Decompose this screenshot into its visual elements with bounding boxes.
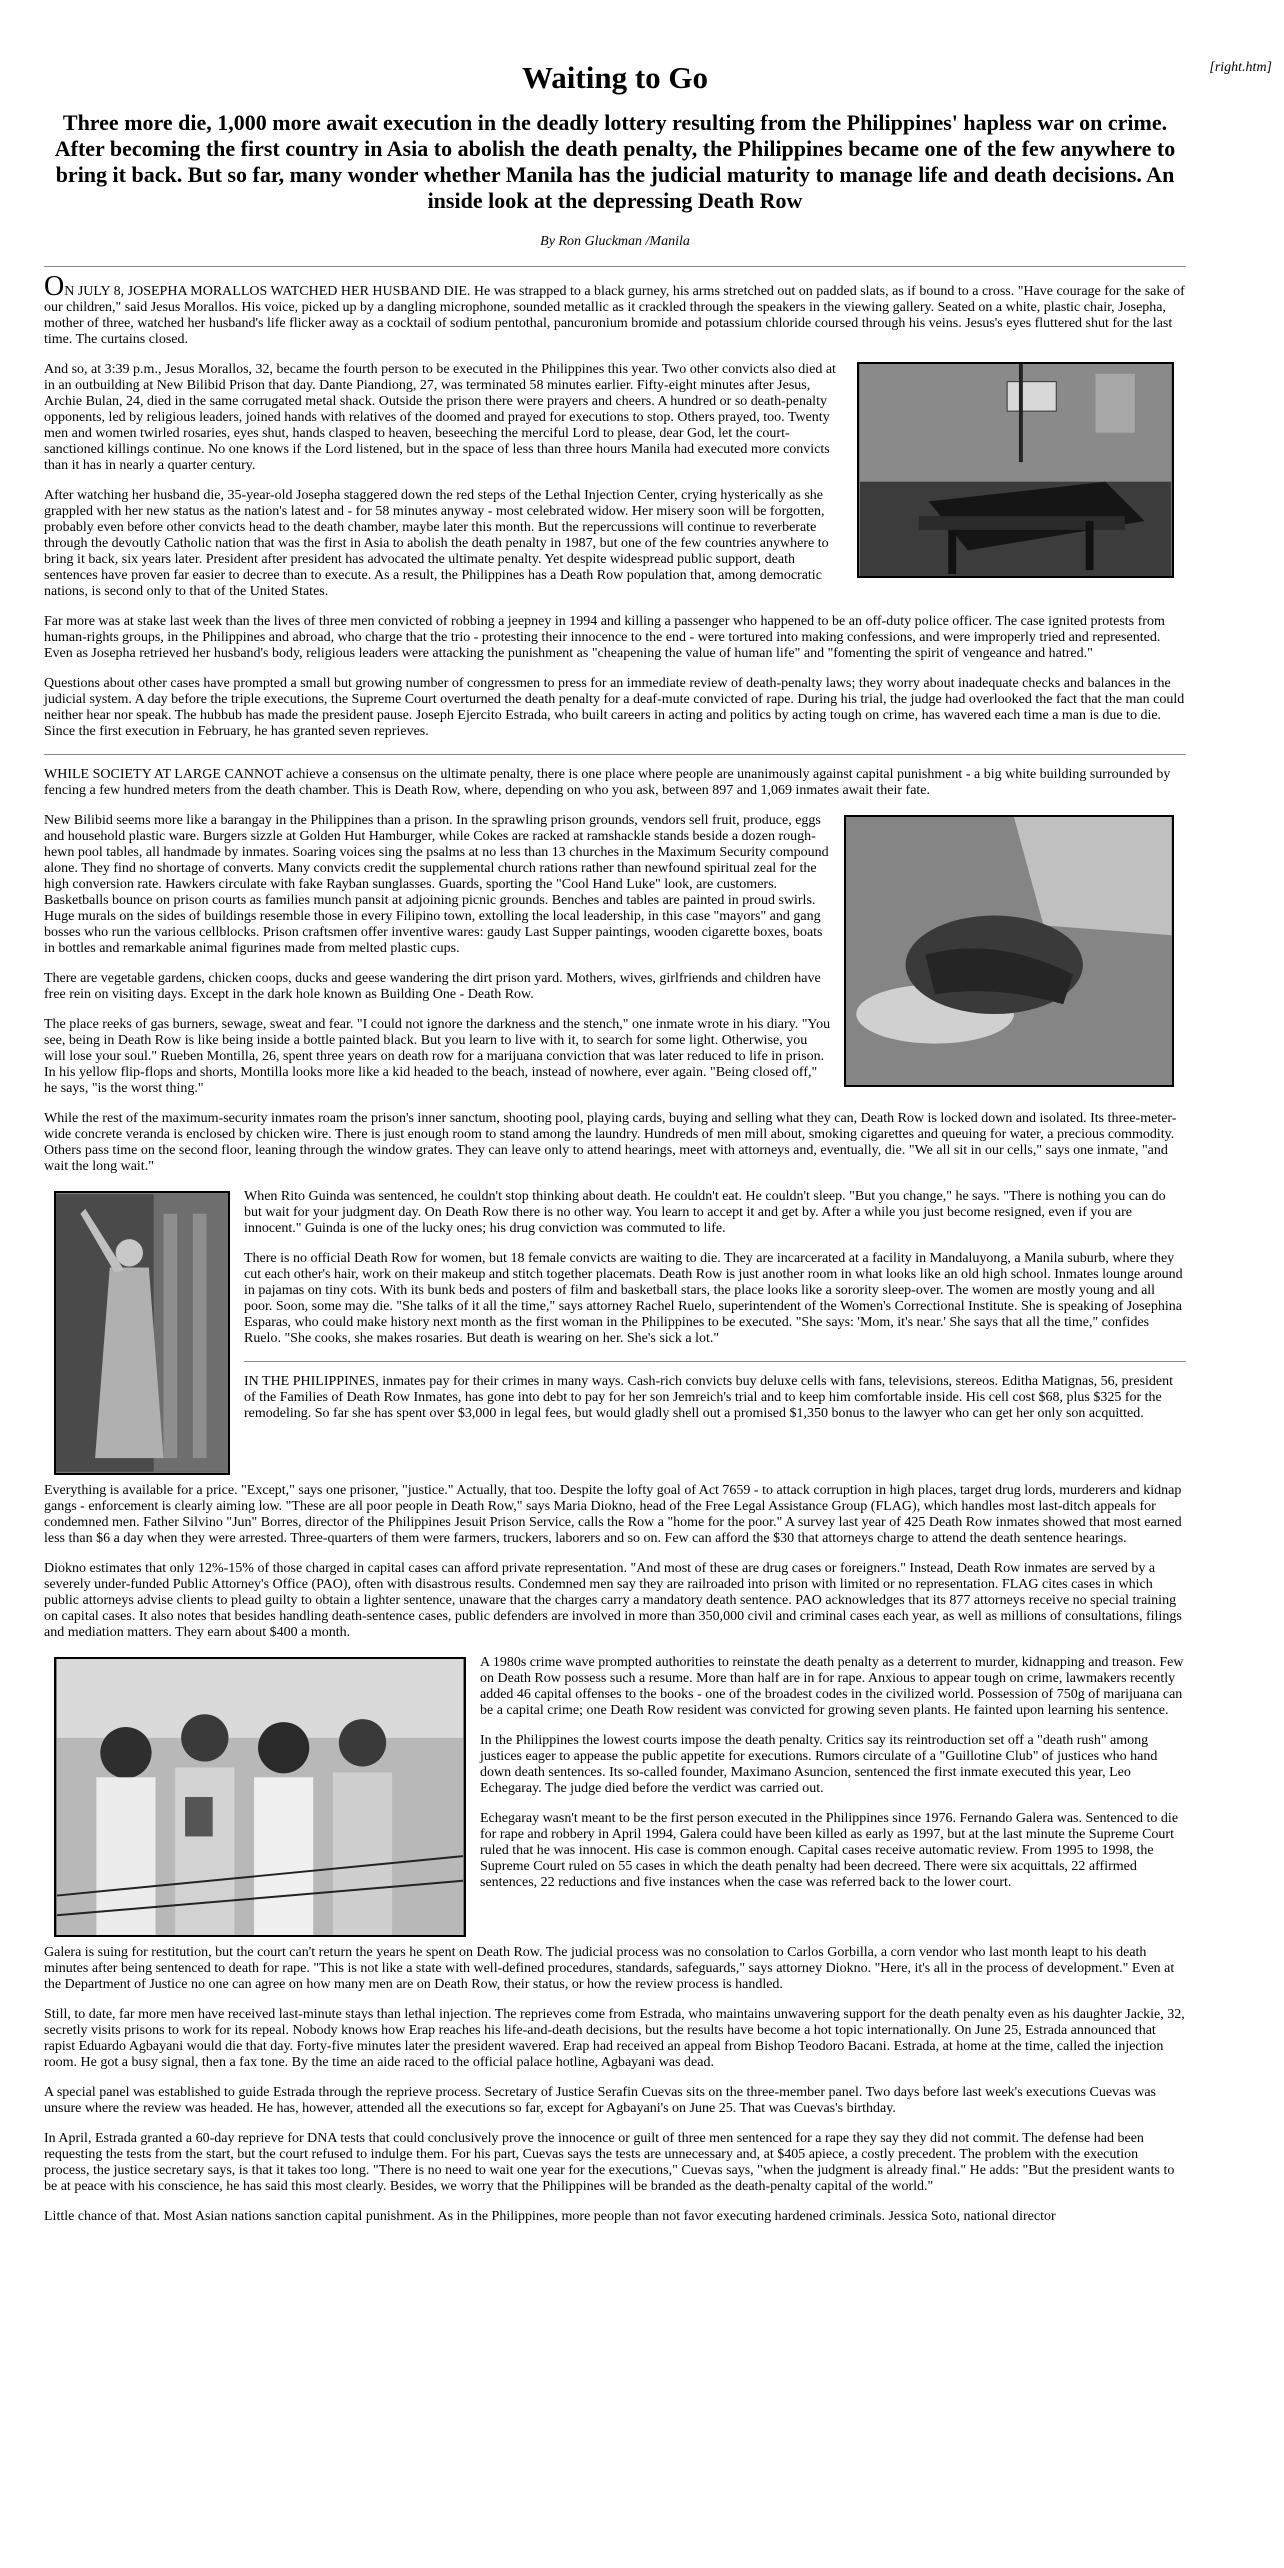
article bbox=[44, 0, 1186, 2239]
paragraph-4: Far more was at stake last week than the lives of three men convicted of robbing a jeepney in 1994 and killing a passenger who happened to be an off-duty police officer. The case ignited protests from human-rights groups, in the Philippines and abroad, who charge that the trio - protesting their innocence to the end - were tortured into making confessions, and were improperly tried and represented. Even as Josepha retrieved her husband's body, religious leaders were attacking the punishment as "cheapening the value of human life" and "fomenting the spirit of vengeance and hatred." bbox=[44, 614, 1165, 661]
paragraph-16: A 1980s crime wave prompted authorities to reinstate the death penalty as a deterrent to murder, kidnapping and treason. Few on Death Row possess such a resume. More than half are in for rape. Anxious to appear tough on crime, lawmakers recently added 46 capital offenses to the books - one of the broadest codes in the civilized world. Possession of 750g of marijuana can be a capital crime; one Death Row resident was convicted for growing seven plants. He fainted upon learning his sentence. bbox=[480, 1655, 1184, 1718]
paragraph-2: And so, at 3:39 p.m., Jesus Morallos, 32, became the fourth person to be executed in the Philippines this year. Two other convicts also died at in an outbuilding at New Bilibid Prison that day. Dante Piandiong, 27, was terminated 58 minutes earlier. Fifty-eight minutes after Jesus, Archie Bulan, 24, died in the same corrugated metal shack. Outside the prison there were prayers and cheers. A hundred or so death-penalty opponents, led by religious leaders, joined hands with relatives of the doomed and prayed for executions to stop. Others prayed, too. Twenty men and women twirled rosaries, eyes shut, hands clasped to heaven, beseeching the merciful Lord to please, dear God, let the court-sanctioned killings continue. No one knows if the Lord listened, but in the space of less than three hours Manila had executed more convicts than it has in nearly a quarter century. bbox=[44, 362, 836, 473]
paragraph-8: There are vegetable gardens, chicken coops, ducks and geese wandering the dirt prison yard. Mothers, wives, girlfriends and children have free rein on visiting days. Except in the dark hole known as Building One - Death Row. bbox=[44, 971, 821, 1002]
paragraph-6: WHILE SOCIETY AT LARGE CANNOT achieve a consensus on the ultimate penalty, there is one place where people are unanimously against capital punishment - a big white building surrounded by fencing a few hundred meters from the death chamber. This is Death Row, where, depending on who you ask, between 897 and 1,069 inmates await their fate. bbox=[44, 767, 1171, 798]
paragraph-19: Galera is suing for restitution, but the court can't return the years he spent on Death Row. The judicial process was no consolation to Carlos Gorbilla, a corn vendor who last month leapt to his death minutes after being sentenced to death for rape. "This is not like a state with well-defined procedures, standards, safeguards," says attorney Diokno. "Here, it's all in the process of development." Even at the Department of Justice no one can agree on how many men are on Death Row, their status, or how the review process is handled. bbox=[44, 1945, 1175, 1992]
paragraph-1 bbox=[44, 271, 1186, 348]
paragraph-22: In April, Estrada granted a 60-day reprieve for DNA tests that could conclusively prove the innocence or guilt of three men sentenced for a rape they say they did not commit. The defense had been requesting the tests from the start, but the court refused to indulge them. For his part, Cuevas says the tests are unnecessary and, at $405 apiece, a costly precedent. The problem with the execution process, the justice secretary says, is that it takes too long. "There is no need to wait one year for the executions," Cuevas says, "when the judgment is already final." He adds: "But the president wants to be at peace with his conscience, he has said this most clearly. Besides, we worry that the Philippines will be branded as the death-penalty capital of the world." bbox=[44, 2131, 1175, 2194]
paragraph-20: Still, to date, far more men have received last-minute stays than lethal injection. The reprieves come from Estrada, who maintains unwavering support for the death penalty even as his daughter Jackie, 32, secretly visits prisons to work for its repeal. Nobody knows how Erap reaches his life-and-death decisions, but the results have become a hot topic internationally. On June 25, Estrada announced that rapist Eduardo Agbayani would die that day. Forty-five minutes later the president wavered. Erap had received an appeal from Bishop Teodoro Bacani. Estrada, at home at the time, called the injection room. He got a busy signal, then a fax tone. By the time an aide raced to the official palace hotline, Agbayani was dead. bbox=[44, 2007, 1185, 2070]
paragraph-3: After watching her husband die, 35-year-old Josepha staggered down the red steps of the Lethal Injection Center, crying hysterically as she grappled with her new status as the nation's latest and - for 58 minutes anyway - most celebrated widow. Her misery soon will be forgotten, probably even before other convicts head to the death chamber, maybe later this month. But the repercussions will continue to reverberate through the devoutly Catholic nation that was the first in Asia to abolish the death penalty in 1987, but one of the few countries anywhere to bring it back, six years later. President after president has advocated the ultimate penalty. Yet despite widespread public support, death sentences have proven far easier to decree than to execute. As a result, the Philippines has a Death Row population that, among democratic nations, is second only to that of the United States. bbox=[44, 488, 829, 599]
paragraph-15: Diokno estimates that only 12%-15% of those charged in capital cases can afford private representation. "And most of these are drug cases or foreigners." Instead, Death Row inmates are served by a severely under-funded Public Attorney's Office (PAO), often with disastrous results. Condemned men say they are railroaded into prison with limited or no representation. FLAG cites cases in which public attorneys advise clients to plead guilty to obtain a lighter sentence, unaware that the charges carry a mandatory death sentence. PAO acknowledges that its 877 attorneys receive no special training on capital cases. It also notes that besides handling death-sentence cases, public defenders are involved in more than 350,000 civil and criminal cases each year, as well as millions of consultations, filings and mediation matters. They earn about $400 a month. bbox=[44, 1561, 1182, 1640]
paragraph-12: There is no official Death Row for women, but 18 female convicts are waiting to die. They are incarcerated at a facility in Mandaluyong, a Manila suburb, where they cut each other's hair, work on their makeup and stitch together placemats. Death Row is just another room in what looks like an old high school. Inmates lounge around in pajamas on tiny cots. With its bunk beds and posters of film and basketball stars, the place looks like a sorority sleep-over. The women are mostly young and all poor. Soon, some may die. "She talks of it all the time," says attorney Rachel Ruelo, superintendent of the Women's Correctional Institute. She is speaking of Josephina Esparas, who could make history next month as the first woman in the Philippines to be executed. "She says: 'Mom, it's near.' She says that all the time," confides Ruelo. "She cooks, she makes rosaries. But death is wearing on her. She's sick a lot." bbox=[244, 1251, 1183, 1346]
page-link-note[interactable]: [right.htm] bbox=[1209, 60, 1272, 75]
photo-inmate bbox=[844, 815, 1174, 1087]
paragraph-5: Questions about other cases have prompted a small but growing number of congressmen to press for an immediate review of death-penalty laws; they worry about inadequate checks and balances in the judicial system. A day before the triple executions, the Supreme Court overturned the death penalty for a deaf-mute convicted of rape. During his trial, the judge had overlooked the fact that the man could neither hear nor speak. The hubbub has made the president pause. Joseph Ejercito Estrada, who built careers in acting and politics by acting tough on crime, has wavered each time a man is due to die. Since the first execution in February, he has granted seven reprieves. bbox=[44, 676, 1185, 739]
paragraph-21: A special panel was established to guide Estrada through the reprieve process. Secretary of Justice Serafin Cuevas sits on the three-member panel. Two days before last week's executions Cuevas was unsure where the review was headed. He has, however, attended all the executions so far, except for Agbayani's on June 25. That was Cuevas's birthday. bbox=[44, 2085, 1156, 2116]
photo-protesters bbox=[54, 1657, 466, 1937]
paragraph-18: Echegaray wasn't meant to be the first person executed in the Philippines since 1976. Fernando Galera was. Sentenced to die for rape and robbery in April 1994, Galera could have been killed as early as 1997, but at the last minute the Supreme Court ruled that he was innocent. His case is common enough. Capital cases receive automatic review. From 1995 to 1998, the Supreme Court ruled on 55 cases in which the death penalty had been decreed. There were six acquittals, 22 affirmed sentences, 22 reductions and five instances when the case was referred back to the lower court. bbox=[480, 1811, 1179, 1890]
paragraph-13: IN THE PHILIPPINES, inmates pay for their crimes in many ways. Cash-rich convicts buy deluxe cells with fans, televisions, stereos. Editha Matignas, 56, president of the Families of Death Row Inmates, has gone into debt to pay for her son Jemreich's trial and to keep him comfortable inside. His cell cost $68, plus $325 for the remodeling. So far she has spent over $3,000 in legal fees, but would gladly shell out a promised $1,350 bonus to the lawyer who can get her only son acquitted. bbox=[244, 1374, 1174, 1421]
article-title: Waiting to Go bbox=[521, 60, 708, 95]
paragraph-11: When Rito Guinda was sentenced, he couldn't stop thinking about death. He couldn't eat. He couldn't sleep. "But you change," he says. "There is nothing you can do but wait for your judgment day. On Death Row there is no other way. You learn to accept it and get by. After a while you just become resigned, even if you are innocent." Guinda is one of the lucky ones; his drug conviction was commuted to life. bbox=[244, 1189, 1166, 1236]
byline: By Ron Gluckman /Manila bbox=[540, 234, 690, 249]
paragraph-17: In the Philippines the lowest courts impose the death penalty. Critics say its reintroduction set off a "death rush" among justices eager to appease the public appetite for executions. Rumors circulate of a "Guillotine Club" of justices who hand down death sentences. Its so-called founder, Maximano Asuncion, sentenced the first inmate executed this year, Leo Echegaray. The judge died before the verdict was carried out. bbox=[480, 1733, 1158, 1796]
paragraph-10: While the rest of the maximum-security inmates roam the prison's inner sanctum, shooting pool, playing cards, buying and selling what they can, Death Row is locked down and isolated. Its three-meter-wide concrete veranda is enclosed by chicken wire. There is just enough room to stand among the laundry. Hundreds of men mill about, smoking cigarettes and queuing for water, a precious commodity. Others pass time on the second floor, leaning through the window grates. They can leave only to attend hearings, meet with attorneys and, eventually, die. "We all sit in our cells," says one inmate, "and wait the long wait." bbox=[44, 1111, 1177, 1174]
paragraph-23: Little chance of that. Most Asian nations sanction capital punishment. As in the Philippines, more people than not favor executing hardened criminals. Jessica Soto, national director bbox=[44, 2209, 1056, 2224]
lead-in: N JULY 8, JOSEPHA MORALLOS WATCHED HER HUSBAND DIE. bbox=[64, 284, 471, 299]
paragraph-9: The place reeks of gas burners, sewage, sweat and fear. "I could not ignore the darkness and the stench," one inmate wrote in his diary. "You see, being in Death Row is like being inside a bottle painted black. But you learn to live with it, to search for some light. Otherwise, you will lose your soul." Rueben Montilla, 26, spent three years on death row for a marijuana conviction that was later reduced to life in prison. In his yellow flip-flops and shorts, Montilla looks more like a kid headed to the beach, instead of nowhere, ever again. "Being closed off," he says, "is the worst thing." bbox=[44, 1017, 831, 1096]
article-deck: Three more die, 1,000 more await execution in the deadly lottery resulting from the Philippines' hapless war on crime. After becoming the first country in Asia to abolish the death penalty, the Philippines became one of the few anywhere to bring it back. But so far, many wonder whether Manila has the judicial maturity to manage life and death decisions. An inside look at the depressing Death Row bbox=[54, 110, 1176, 213]
photo-statue bbox=[54, 1191, 230, 1475]
statue-image bbox=[56, 1193, 228, 1473]
divider-section-3 bbox=[244, 1361, 1186, 1362]
death-chamber-image bbox=[859, 364, 1172, 576]
paragraph-7: New Bilibid seems more like a barangay in the Philippines than a prison. In the sprawling prison grounds, vendors sell fruit, produce, eggs and household plastic ware. Burgers sizzle at Golden Hut Hamburger, while Cokes are racked at ramshackle stands beside a dozen rough-hewn pool tables, all handmade by inmates. Soaring voices sing the psalms at no less than 13 churches in the Maximum Security compound alone. They find no shortage of converts. Many convicts credit the supplemental church rations rather than newfound spiritual zeal for the high conversion rate. Hawkers circulate with fake Rayban sunglasses. Guards, sporting the "Cool Hand Luke" look, are customers. Basketballs bounce on prison courts as families munch pansit at adjoining picnic grounds. Benches and tables are painted in proud swirls. Huge murals on the sides of buildings resemble those in every Filipino town, extolling the local leadership, in this case "mayors" and gang bosses who run the various cellblocks. Prison craftsmen offer inventive wares: gaudy Last Supper paintings, wooden cigarette boxes, boats in bottles and remarkable animal figurines made from melted plastic cups. bbox=[44, 813, 829, 956]
divider-section-2 bbox=[44, 754, 1186, 755]
drop-cap: O bbox=[44, 271, 65, 302]
inmate-image bbox=[846, 817, 1172, 1085]
protesters-image bbox=[56, 1659, 464, 1935]
photo-death-chamber bbox=[857, 362, 1174, 578]
divider-top bbox=[44, 266, 1186, 267]
paragraph-1-body: He was strapped to a black gurney, his arms stretched out on padded slats, as if bound to a cross. "Have courage for the sake of our children," said Jesus Morallos. His voice, picked up by a dangling microphone, sounded metallic as it crackled through the speakers in the viewing gallery. Seated on a white, plastic chair, Josepha, mother of three, watched her husband's life flicker away as a cocktail of sodium pentothal, pancuronium bromide and potassium chloride coursed through his veins. Jesus's eyes fluttered shut for the last time. The curtains closed. bbox=[44, 284, 1185, 347]
paragraph-14: Everything is available for a price. "Except," says one prisoner, "justice." Actually, that too. Despite the lofty goal of Act 7659 - to attack corruption in high places, target drug lords, murderers and kidnap gangs - enforcement is clearly aiming low. "These are all poor people in Death Row," says Maria Diokno, head of the Free Legal Assistance Group (FLAG), which handles most last-ditch appeals for condemned men. Father Silvino "Jun" Borres, director of the Philippines Jesuit Prison Service, calls the Row a "home for the poor." A survey last year of 425 Death Row inmates showed that most earned less than $6 a day when they were arrested. Three-quarters of them were farmers, truckers, laborers and so on. Few can afford the $30 that attorneys charge to attend the death sentence hearings. bbox=[44, 1483, 1182, 1546]
